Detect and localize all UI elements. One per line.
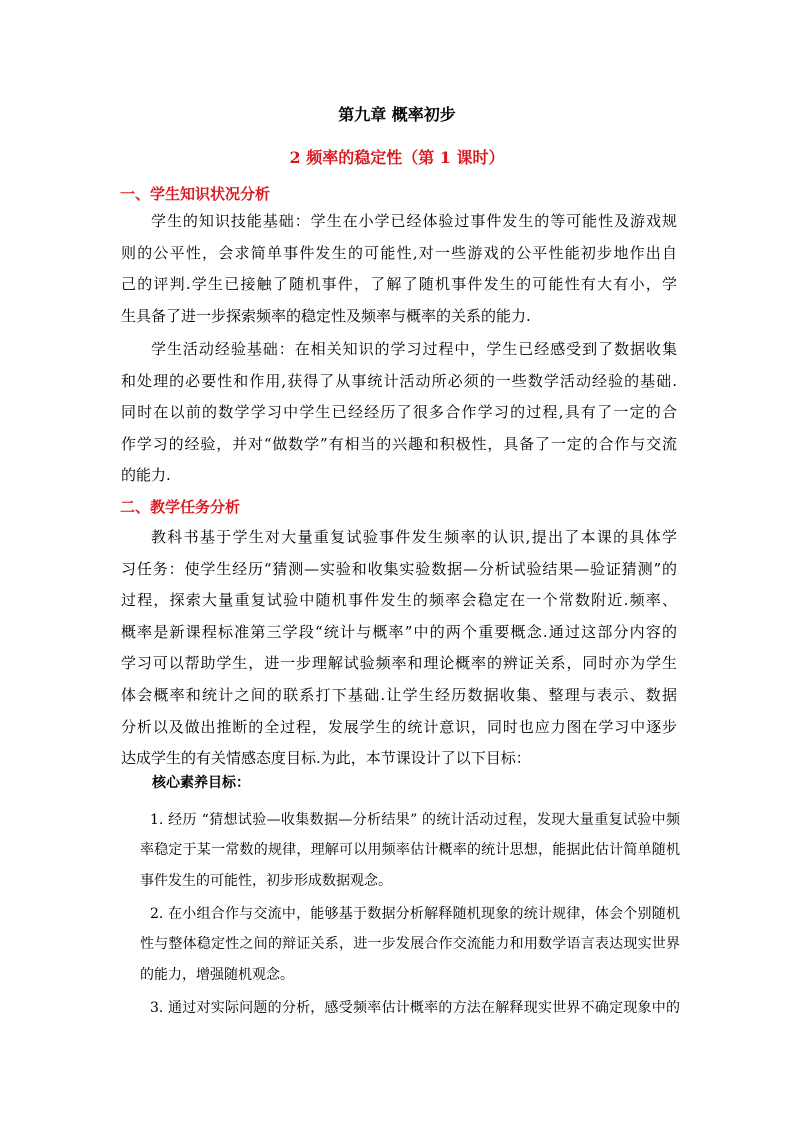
text-line: 己的评判.学生已接触了随机事件，了解了随机事件发生的可能性有大有小，学	[121, 275, 677, 294]
text-line: 性与整体稳定性之间的辩证关系，进一步发展合作交流能力和用数学语言表达现实世界	[140, 936, 680, 953]
paragraph-knowledge-skills	[121, 206, 677, 332]
text-line: 概率是新课程标准第三学段“统计与概率”中的两个重要概念.通过这部分内容的	[121, 622, 677, 641]
text-line: 习任务：使学生经历“猜测—实验和收集实验数据—分析试验结果—验证猜测”的	[121, 559, 677, 578]
text-line: 则的公平性，会求简单事件发生的可能性,对一些游戏的公平性能初步地作出自	[121, 243, 677, 262]
text-line: 教科书基于学生对大量重复试验事件发生频率的认识,提出了本课的具体学	[151, 528, 677, 546]
goal-item-1	[140, 805, 680, 896]
text-line: 学生活动经验基础：在相关知识的学习过程中，学生已经感受到了数据收集	[151, 340, 677, 358]
goals-label: 核心素养目标：	[152, 775, 250, 791]
text-line: 和处理的必要性和作用,获得了从事统计活动所必须的一些数学活动经验的基础.	[121, 371, 677, 390]
text-line: 学习可以帮助学生，进一步理解试验频率和理论概率的辨证关系，同时亦为学生	[121, 654, 677, 673]
text-line: 同时在以前的数学学习中学生已经经历了很多合作学习的过程,具有了一定的合	[121, 403, 677, 422]
section-heading-teaching-task: 二、教学任务分析	[120, 498, 241, 516]
goal-item-2	[140, 899, 680, 990]
text-line: 3. 通过对实际问题的分析，感受频率估计概率的方法在解释现实世界不确定现象中的	[150, 1000, 680, 1016]
text-line: 事件发生的可能性，初步形成数据观念。	[140, 872, 392, 889]
section-heading-knowledge: 一、学生知识状况分析	[120, 185, 271, 203]
text-line: 学生的知识技能基础：学生在小学已经体验过事件发生的等可能性及游戏规	[151, 212, 677, 230]
text-line: 的能力，增强随机观念。	[140, 966, 294, 983]
paragraph-teaching-task	[121, 522, 677, 775]
text-line: 率稳定于某一常数的规律，理解可以用频率估计概率的统计思想，能据此估计简单随机	[140, 842, 680, 859]
text-line: 的能力.	[121, 466, 171, 485]
text-line: 过程，探索大量重复试验中随机事件发生的频率会稳定在一个常数附近.频率、	[121, 591, 677, 610]
lesson-title: 2 频率的稳定性（第 1 课时）	[289, 148, 505, 167]
text-line: 生具备了进一步探索频率的稳定性及频率与概率的关系的能力.	[121, 306, 531, 325]
text-line: 2. 在小组合作与交流中，能够基于数据分析解释随机现象的统计规律，体会个别随机	[150, 906, 680, 922]
paragraph-activity-experience	[121, 334, 677, 492]
text-line: 达成学生的有关情感态度目标.为此，本节课设计了以下目标：	[121, 749, 531, 768]
text-line: 作学习的经验，并对“做数学”有相当的兴趣和积极性，具备了一定的合作与交流	[121, 434, 677, 453]
text-line: 分析以及做出推断的全过程，发展学生的统计意识，同时也应力图在学习中逐步	[121, 717, 677, 736]
chapter-title: 第九章 概率初步	[338, 105, 456, 124]
goal-item-3	[140, 993, 680, 1023]
text-line: 1. 经历 “猜想试验—收集数据—分析结果” 的统计活动过程，发现大量重复试验中频	[150, 812, 680, 828]
text-line: 体会概率和统计之间的联系打下基础.让学生经历数据收集、整理与表示、数据	[121, 685, 677, 704]
